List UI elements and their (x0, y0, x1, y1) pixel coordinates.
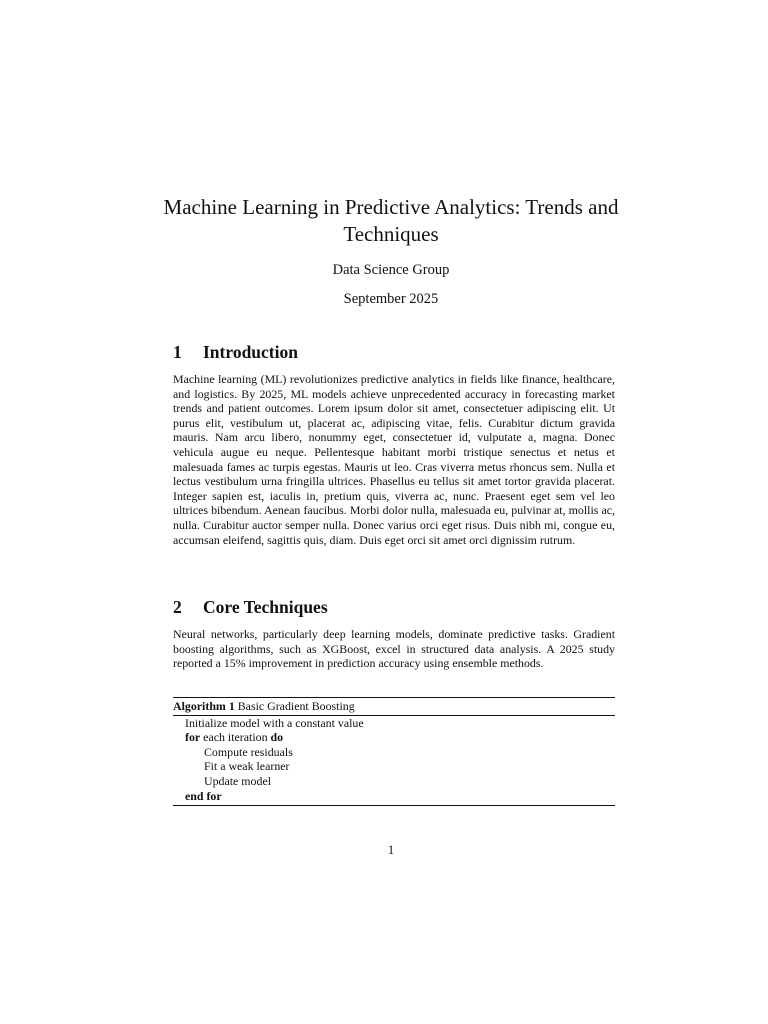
for-condition: each iteration (203, 730, 268, 745)
section-title: Core Techniques (203, 597, 328, 617)
paper-author: Data Science Group (332, 262, 450, 278)
algorithm-line-text: Update model (204, 773, 272, 788)
section-heading-introduction (173, 341, 615, 363)
section-number: 2 (173, 597, 182, 617)
algorithm-line-text: Compute residuals (204, 744, 293, 759)
algorithm-caption-text: Basic Gradient Boosting (237, 699, 355, 713)
algorithm-caption (173, 698, 615, 716)
algorithm-line (173, 789, 615, 804)
algorithm-line-text: Fit a weak learner (204, 759, 290, 774)
paper-title: Machine Learning in Predictive Analytics: Trends and Techniques (163, 195, 619, 246)
algorithm-block (173, 697, 615, 806)
algorithm-body (173, 716, 615, 807)
keyword-do: do (270, 730, 284, 745)
algorithm-line-text: Initialize model with a constant value (185, 715, 364, 730)
page-number: 1 (387, 843, 395, 857)
algorithm-line (173, 774, 615, 789)
paper-date: September 2025 (343, 291, 439, 307)
introduction-paragraph: Machine learning (ML) revolutionizes predictive analytics in fields like finance, healthcare, and logistics. By 2025, ML models achieve unprecedented accuracy in forecasting market trends and patient outcomes. Lorem ipsum dolor sit amet, consectetuer adipiscing elit. Ut purus elit, vestibulum ut, placerat ac, adipiscing vitae, felis. Curabitur dictum gravida mauris. Nam arcu libero, nonummy eget, consectetuer id, vulputate a, magna. Donec vehicula augue eu neque. Pellentesque habitant morbi tristique senectus et netus et malesuada fames ac turpis egestas. Mauris ut leo. Cras viverra metus rhoncus sem. Nulla et lectus vestibulum urna fringilla ultrices. Phasellus eu tellus sit amet tortor gravida placerat. Integer sapien est, iaculis in, pretium quis, viverra ac, nunc. Praesent eget sem vel leo ultrices bibendum. Aenean faucibus. Morbi dolor nulla, malesuada eu, pulvinar at, mollis ac, nulla. Curabitur auctor semper nulla. Donec varius orci eget risus. Duis nibh mi, congue eu, accumsan eleifend, sagittis quis, diam. Duis eget orci sit amet orci dignissim rutrum. (173, 372, 615, 547)
section-title: Introduction (203, 342, 298, 362)
algorithm-line (173, 716, 615, 731)
core-techniques-paragraph: Neural networks, particularly deep learning models, dominate predictive tasks. Gradient boosting algorithms, such as XGBoost, excel in structured data analysis. A 2025 study reported a 15% improvement in prediction accuracy using ensemble methods. (173, 627, 615, 671)
keyword-end-for: end for (185, 788, 222, 803)
keyword-for: for (185, 730, 201, 745)
section-number: 1 (173, 342, 182, 362)
algorithm-line (173, 745, 615, 760)
section-heading-core-techniques (173, 596, 615, 618)
algorithm-label: Algorithm 1 (173, 699, 235, 713)
algorithm-line (173, 759, 615, 774)
algorithm-line (173, 730, 615, 745)
